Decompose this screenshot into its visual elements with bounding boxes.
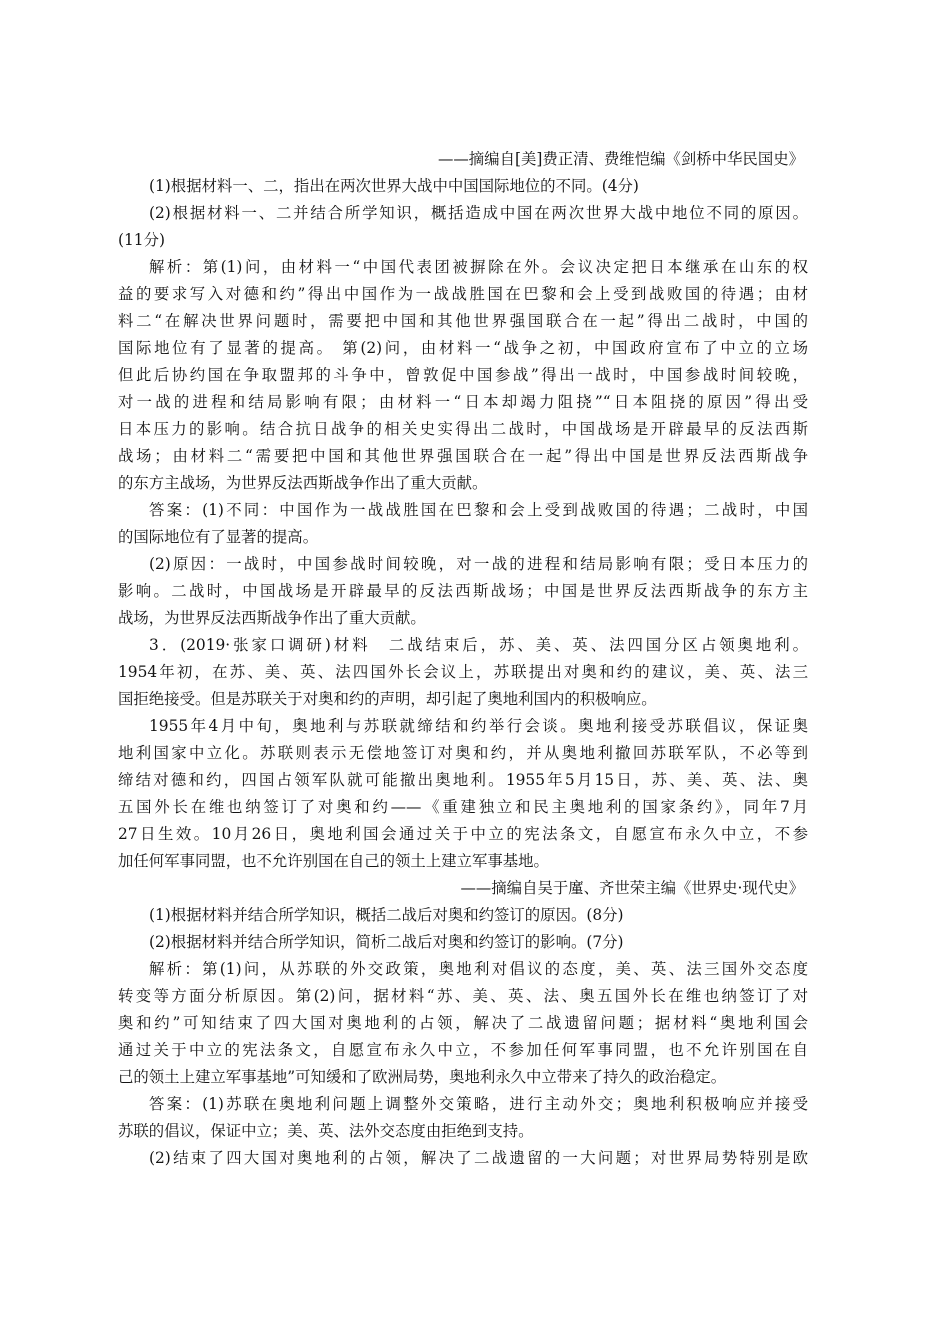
material-line: 1954年初，在苏、美、英、法四国外长会议上，苏联提出对奥和约的建议，美、英、法三 <box>118 663 808 681</box>
material-line: 缔结对德和约，四国占领军队就可能撤出奥地利。1955年5月15日，苏、美、英、法、奥 <box>118 771 808 789</box>
document-body <box>118 146 808 1172</box>
answer-line: 影响。二战时，中国战场是开辟最早的反法西斯战场；中国是世界反法西斯战争的东方主 <box>118 582 808 600</box>
material-line: 3．(2019·张家口调研)材料 二战结束后，苏、美、英、法四国分区占领奥地利。 <box>149 636 808 654</box>
analysis-line: 己的领土上建立军事基地”可知缓和了欧洲局势，奥地利永久中立带来了持久的政治稳定。 <box>118 1068 727 1086</box>
source-citation-2: ——摘编自吴于廑、齐世荣主编《世界史·现代史》 <box>460 879 804 897</box>
analysis-line: 解析：第(1)问，由材料一“中国代表团被摒除在外。会议决定把日本继承在山东的权 <box>149 258 808 276</box>
analysis-line: 但此后协约国在争取盟邦的斗争中，曾敦促中国参战”得出一战时，中国参战时间较晚， <box>118 366 808 384</box>
analysis-line: 日本压力的影响。结合抗日战争的相关史实得出二战时，中国战场是开辟最早的反法西斯 <box>118 420 808 438</box>
analysis-line: 益的要求写入对德和约”得出中国作为一战战胜国在巴黎和会上受到战败国的待遇；由材 <box>118 285 808 303</box>
analysis-line: 对一战的进程和结局影响有限；由材料一“日本却竭力阻挠”“日本阻挠的原因”得出受 <box>118 393 808 411</box>
material-line: 加任何军事同盟，也不允许别国在自己的领土上建立军事基地。 <box>118 852 549 870</box>
question-2: (2)根据材料并结合所学知识，简析二战后对奥和约签订的影响。(7分) <box>149 933 624 951</box>
analysis-line: 战场；由材料二“需要把中国和其他世界强国联合在一起”得出中国是世界反法西斯战争 <box>118 447 808 465</box>
analysis-line: 料二“在解决世界问题时，需要把中国和其他世界强国联合在一起”得出二战时，中国的 <box>118 312 808 330</box>
answer-line: 答案：(1)苏联在奥地利问题上调整外交策略，进行主动外交；奥地利积极响应并接受 <box>149 1095 808 1113</box>
material-line: 地利国家中立化。苏联则表示无偿地签订对奥和约，并从奥地利撤回苏联军队，不必等到 <box>118 744 808 762</box>
material-line: 27日生效。10月26日，奥地利国会通过关于中立的宪法条文，自愿宣布永久中立，不参 <box>118 825 808 843</box>
question-2: (2)根据材料一、二并结合所学知识，概括造成中国在两次世界大战中地位不同的原因。 <box>149 204 808 222</box>
analysis-line: 奥和约”可知结束了四大国对奥地利的占领，解决了二战遗留问题；据材料“奥地利国会 <box>118 1014 808 1032</box>
answer-line: (2)结束了四大国对奥地利的占领，解决了二战遗留的一大问题；对世界局势特别是欧 <box>149 1149 808 1167</box>
analysis-line: 通过关于中立的宪法条文，自愿宣布永久中立，不参加任何军事同盟，也不允许别国在自 <box>118 1041 808 1059</box>
answer-line: (2)原因：一战时，中国参战时间较晚，对一战的进程和结局影响有限；受日本压力的 <box>149 555 808 573</box>
analysis-line: 转变等方面分析原因。第(2)问，据材料“苏、美、英、法、奥五国外长在维也纳签订了对 <box>118 987 808 1005</box>
question-1: (1)根据材料并结合所学知识，概括二战后对奥和约签订的原因。(8分) <box>149 906 624 924</box>
answer-line: 苏联的倡议，保证中立；美、英、法外交态度由拒绝到支持。 <box>118 1122 534 1140</box>
material-line: 五国外长在维也纳签订了对奥和约——《重建独立和民主奥地利的国家条约》，同年7月 <box>118 798 808 816</box>
analysis-line: 解析：第(1)问，从苏联的外交政策，奥地利对倡议的态度，美、英、法三国外交态度 <box>149 960 808 978</box>
answer-line: 答案：(1)不同：中国作为一战战胜国在巴黎和会上受到战败国的待遇；二战时，中国 <box>149 501 808 519</box>
question-1: (1)根据材料一、二，指出在两次世界大战中中国国际地位的不同。(4分) <box>149 177 639 195</box>
material-line: 国拒绝接受。但是苏联关于对奥和约的声明，却引起了奥地利国内的积极响应。 <box>118 690 657 708</box>
answer-line: 战场，为世界反法西斯战争作出了重大贡献。 <box>118 609 426 627</box>
analysis-line: 国际地位有了显著的提高。 第(2)问，由材料一“战争之初，中国政府宣布了中立的立场 <box>118 339 808 357</box>
material-line: 1955年4月中旬，奥地利与苏联就缔结和约举行会谈。奥地利接受苏联倡议，保证奥 <box>149 717 808 735</box>
question-2-points: (11分) <box>118 231 165 249</box>
answer-line: 的国际地位有了显著的提高。 <box>118 528 319 546</box>
analysis-line: 的东方主战场，为世界反法西斯战争作出了重大贡献。 <box>118 474 488 492</box>
source-citation-1: ——摘编自[美]费正清、费维恺编《剑桥中华民国史》 <box>438 150 804 168</box>
